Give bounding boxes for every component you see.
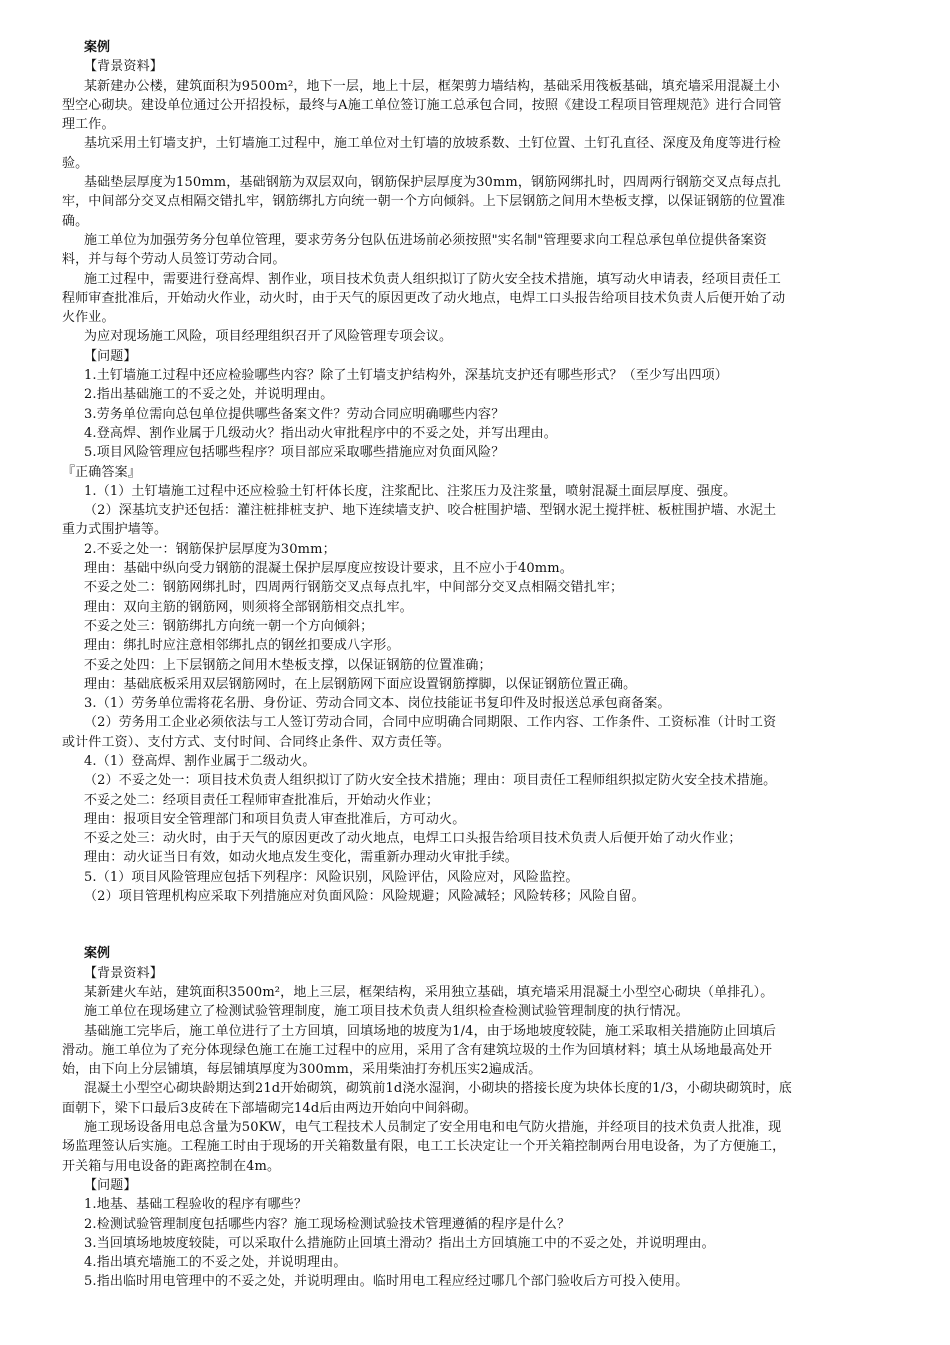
paragraph-line: 理工作。 — [62, 117, 115, 133]
case2-title: 案例 — [84, 946, 111, 962]
case2-bg-heading: 【背景资料】 — [84, 965, 163, 981]
answer-line: 5.（1）项目风险管理应包括下列程序：风险识别，风险评估，风险应对，风险监控。 — [84, 869, 579, 885]
answer-line: 不妥之处四：上下层钢筋之间用木垫板支撑，以保证钢筋的位置准确； — [84, 657, 492, 673]
answer-line: 4.（1）登高焊、割作业属于二级动火。 — [84, 753, 316, 769]
answer-line: 理由：动火证当日有效，如动火地点发生变化，需重新办理动火审批手续。 — [84, 850, 518, 866]
answer-line: 理由：基础底板采用双层钢筋网时，在上层钢筋网下面应设置钢筋撑脚，以保证钢筋位置正确。 — [84, 676, 637, 692]
paragraph-line: 火作业。 — [62, 310, 115, 326]
question-line: 3.劳务单位需向总包单位提供哪些备案文件？劳动合同应明确哪些内容？ — [84, 406, 505, 422]
answer-line: 理由：报项目安全管理部门和项目负责人审查批准后，方可动火。 — [84, 811, 466, 827]
case1-title: 案例 — [84, 40, 111, 55]
answer-line: （2）劳务用工企业必须依法与工人签订劳动合同，合同中应明确合同期限、工作内容、工作条件、工资标准（计时工资 — [84, 715, 777, 731]
answer-line: 不妥之处三：动火时，由于天气的原因更改了动火地点，电焊工口头报告给项目技术负责人后便开始了动火作业； — [84, 831, 742, 847]
answer-line: （2）项目管理机构应采取下列措施应对负面风险：风险规避；风险减轻；风险转移；风险自留。 — [84, 889, 645, 905]
section-gap — [84, 906, 894, 944]
answer-line: 1.（1）土钉墙施工过程中还应检验土钉杆体长度，注浆配比、注浆压力及注浆量，喷射混凝土面层厚度、强度。 — [84, 483, 737, 499]
question-line: 1.土钉墙施工过程中还应检验哪些内容？除了土钉墙支护结构外，深基坑支护还有哪些形式？（至少写出四项） — [84, 368, 728, 384]
paragraph-line: 基坑采用土钉墙支护，土钉墙施工过程中，施工单位对土钉墙的放坡系数、土钉位置、土钉孔直径、深度及角度等进行检 — [84, 136, 781, 152]
paragraph-line: 型空心砌块。建设单位通过公开招投标，最终与A施工单位签订施工总承包合同，按照《建设工程项目管理规范》进行合同管 — [62, 97, 782, 113]
answer-line: 不妥之处二：经项目责任工程师审查批准后，开始动火作业； — [84, 792, 440, 808]
answer-line: 不妥之处二：钢筋网绑扎时，四周两行钢筋交叉点每点扎牢，中间部分交叉点相隔交错扎牢； — [84, 580, 624, 596]
paragraph-line: 牢，中间部分交叉点相隔交错扎牢，钢筋绑扎方向统一朝一个方向倾斜。上下层钢筋之间用木垫板支撑，以保证钢筋的位置准 — [62, 194, 786, 210]
answer-line: 2.不妥之处一：钢筋保护层厚度为30mm； — [84, 541, 336, 557]
paragraph-line: 场监理签认后实施。工程施工时由于现场的开关箱数量有限，电工工长决定让一个开关箱控制两台用电设备，为了方便施工， — [62, 1139, 786, 1155]
paragraph-line: 施工现场设备用电总含量为50KW，电气工程技术人员制定了安全用电和电气防火措施，并经项目的技术负责人批准，现 — [84, 1120, 782, 1136]
paragraph-line: 施工单位为加强劳务分包单位管理，要求劳务分包队伍进场前必须按照"实名制"管理要求向工程总承包单位提供备案资 — [84, 232, 767, 248]
paragraph-line: 滑动。施工单位为了充分体现绿色施工在施工过程中的应用，采用了含有建筑垃圾的土作为回填材料；填土从场地最高处开 — [62, 1042, 773, 1058]
paragraph-line: 始，由下向上分层铺填，每层铺填厚度为300mm，采用柴油打夯机压实2遍成活。 — [62, 1062, 542, 1078]
answer-line: 或计件工资）、支付方式、支付时间、合同终止条件、双方责任等。 — [62, 734, 451, 750]
paragraph-line: 基础施工完毕后，施工单位进行了土方回填，回填场地的坡度为1/4，由于场地坡度较陡，施工采取相关措施防止回填后 — [84, 1023, 777, 1039]
paragraph-line: 混凝土小型空心砌块龄期达到21d开始砌筑，砌筑前1d浇水湿润，小砌块的搭接长度为块体长度的1/3，小砌块砌筑时，底 — [84, 1081, 792, 1097]
answer-line: 重力式围护墙等。 — [62, 522, 168, 538]
case1-question-heading: 【问题】 — [84, 348, 137, 364]
question-line: 4.登高焊、割作业属于几级动火？指出动火审批程序中的不妥之处，并写出理由。 — [84, 425, 557, 441]
answer-line: 理由：绑扎时应注意相邻绑扎点的钢丝扣要成八字形。 — [84, 638, 400, 654]
document-page — [62, 38, 894, 1292]
paragraph-line: 料，并与每个劳动人员签订劳动合同。 — [62, 252, 286, 268]
case1-bg-heading: 【背景资料】 — [84, 59, 163, 75]
answer-line: 3.（1）劳务单位需将花名册、身份证、劳动合同文本、岗位技能证书复印件及时报送总承包商备案。 — [84, 696, 671, 712]
paragraph-line: 开关箱与用电设备的距离控制在4m。 — [62, 1158, 281, 1174]
answer-line: 不妥之处三：钢筋绑扎方向统一朝一个方向倾斜； — [84, 618, 374, 634]
answer-line: （2）不妥之处一：项目技术负责人组织拟订了防火安全技术措施；理由：项目责任工程师组织拟定防火安全技术措施。 — [84, 773, 777, 789]
answer-line: 理由：基础中纵向受力钢筋的混凝土保护层厚度应按设计要求，且不应小于40mm。 — [84, 561, 573, 577]
paragraph-line: 面朝下，梁下口最后3皮砖在下部墙砌完14d后由两边开始向中间斜砌。 — [62, 1100, 478, 1116]
question-line: 3.当回填场地坡度较陡，可以采取什么措施防止回填土滑动？指出土方回填施工中的不妥之处，并说明理由。 — [84, 1235, 715, 1251]
case1-answer-heading: 『正确答案』 — [62, 464, 141, 480]
paragraph-line: 某新建火车站，建筑面积3500m²，地上三层，框架结构，采用独立基础，填充墙采用混凝土小型空心砌块（单排孔）。 — [84, 984, 774, 1000]
case2-question-heading: 【问题】 — [84, 1177, 137, 1193]
answer-line: （2）深基坑支护还包括：灌注桩排桩支护、地下连续墙支护、咬合桩围护墙、型钢水泥土搅拌桩、板桩围护墙、水泥土 — [84, 503, 777, 519]
question-line: 1.地基、基础工程验收的程序有哪些？ — [84, 1197, 308, 1213]
paragraph-line: 为应对现场施工风险，项目经理组织召开了风险管理专项会议。 — [84, 329, 453, 345]
answer-line: 理由：双向主筋的钢筋网，则须将全部钢筋相交点扎牢。 — [84, 599, 413, 615]
paragraph-line: 程师审查批准后，开始动火作业，动火时，由于天气的原因更改了动火地点，电焊工口头报告给项目技术负责人后便开始了动 — [62, 290, 786, 306]
paragraph-line: 施工过程中，需要进行登高焊、割作业，项目技术负责人组织拟订了防火安全技术措施，填写动火申请表，经项目责任工 — [84, 271, 781, 287]
paragraph-line: 某新建办公楼，建筑面积为9500m²，地下一层，地上十层，框架剪力墙结构，基础采用筏板基础，填充墙采用混凝土小 — [84, 78, 780, 94]
paragraph-line: 验。 — [62, 155, 89, 171]
paragraph-line: 基础垫层厚度为150mm，基础钢筋为双层双向，钢筋保护层厚度为30mm，钢筋网绑扎时，四周两行钢筋交叉点每点扎 — [84, 175, 781, 191]
paragraph-line: 施工单位在现场建立了检测试验管理制度，施工项目技术负责人组织检查检测试验管理制度的执行情况。 — [84, 1004, 689, 1020]
question-line: 5.项目风险管理应包括哪些程序？项目部应采取哪些措施应对负面风险？ — [84, 445, 505, 461]
question-line: 4.指出填充墙施工的不妥之处，并说明理由。 — [84, 1255, 347, 1271]
question-line: 2.指出基础施工的不妥之处，并说明理由。 — [84, 387, 334, 403]
question-line: 5.指出临时用电管理中的不妥之处，并说明理由。临时用电工程应经过哪几个部门验收后方可投入使用。 — [84, 1274, 689, 1290]
question-line: 2.检测试验管理制度包括哪些内容？施工现场检测试验技术管理遵循的程序是什么？ — [84, 1216, 571, 1232]
paragraph-line: 确。 — [62, 213, 89, 229]
